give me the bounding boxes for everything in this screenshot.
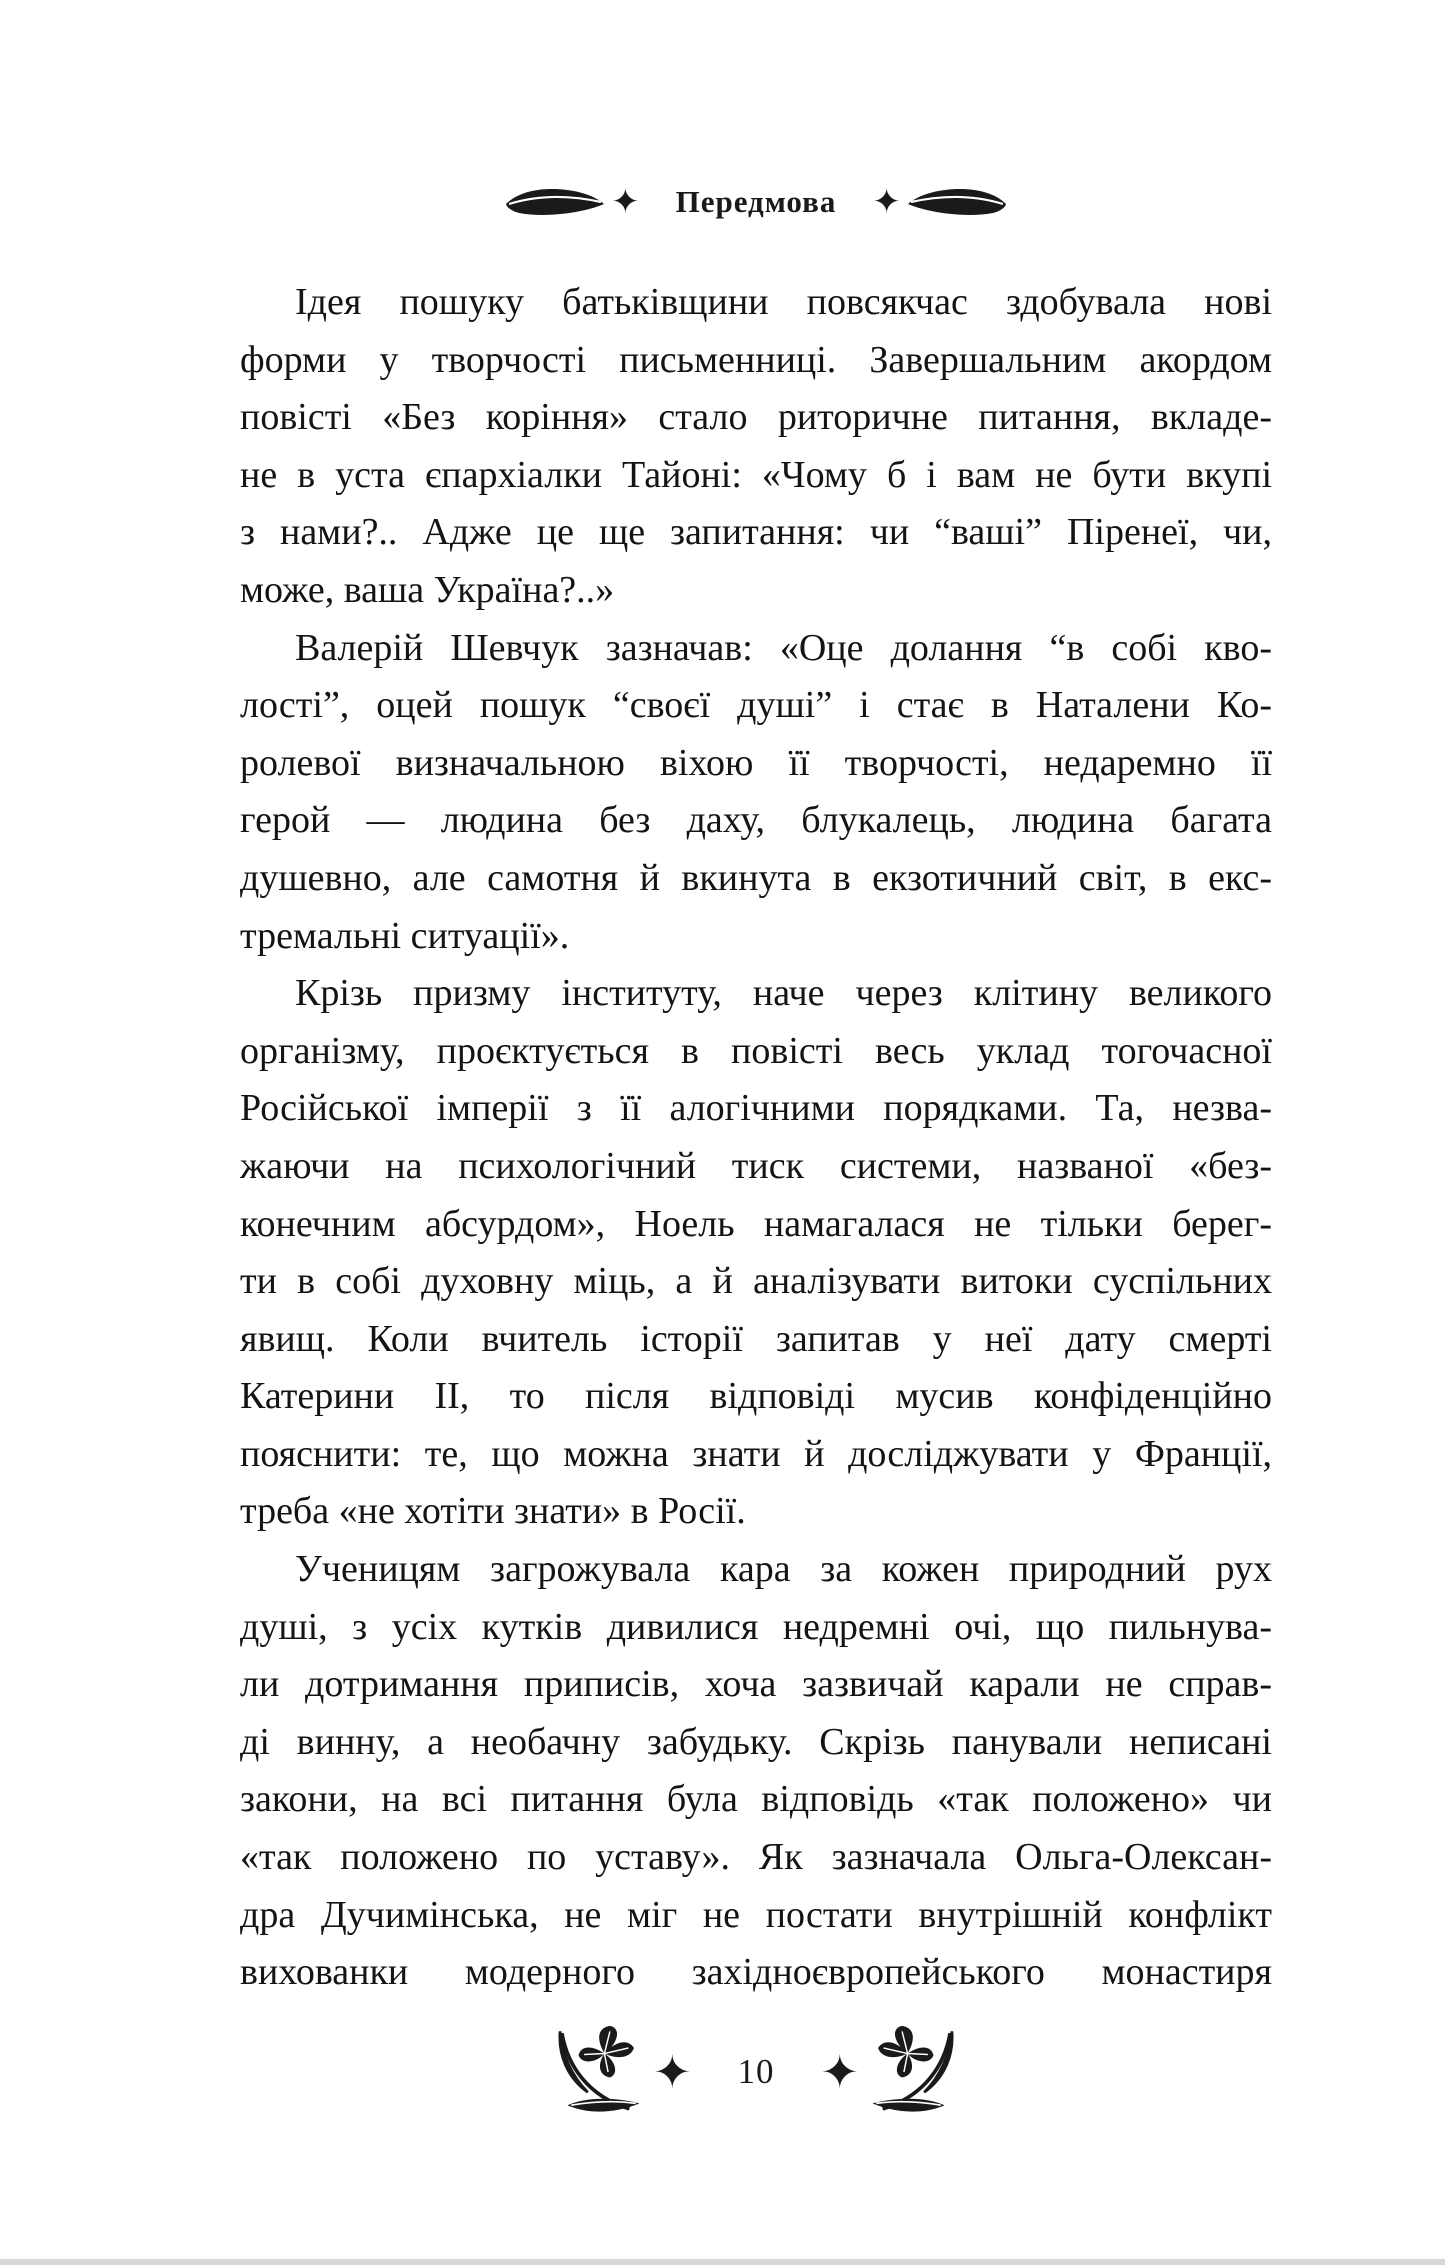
text-line: ли дотримання приписів, хоча зазвичай карали не справ- bbox=[240, 1663, 1272, 1706]
text-line: закони, на всі питання була відповідь «так положено» чи bbox=[240, 1778, 1272, 1821]
text-line: Крізь призму інституту, наче через клітину великого bbox=[295, 972, 1272, 1015]
text-line: Ученицям загрожувала кара за кожен природний рух bbox=[295, 1548, 1272, 1591]
text-line: організму, проєктується в повісті весь уклад тогочасної bbox=[240, 1029, 1272, 1072]
flower-ornament-left-icon bbox=[549, 2024, 645, 2120]
text-line: Валерій Шевчук зазначав: «Оце долання “в собі кво- bbox=[295, 626, 1272, 669]
diamond-ornament-icon: ✦ bbox=[652, 2045, 692, 2099]
page-edge-shadow bbox=[0, 2259, 1445, 2265]
text-line: душевно, але самотня й вкинута в екзотичний світ, в екс- bbox=[240, 856, 1272, 899]
text-line: з нами?.. Адже це ще запитання: чи “ваші” Піренеї, чи, bbox=[240, 511, 1272, 554]
text-line: форми у творчості письменниці. Завершальним акордом bbox=[240, 338, 1272, 381]
text-line: Російської імперії з її алогічними порядками. Та, незва- bbox=[240, 1087, 1272, 1130]
text-line: може, ваша Україна?..» bbox=[240, 568, 615, 611]
text-line: дра Дучимінська, не міг не постати внутрішній конфлікт bbox=[240, 1893, 1272, 1936]
diamond-ornament-icon: ✦ bbox=[820, 2045, 860, 2099]
chapter-header bbox=[240, 178, 1272, 226]
text-line: Ідея пошуку батьківщини повсякчас здобувала нові bbox=[295, 281, 1272, 323]
text-line: душі, з усіх кутків дивилися недремні очі, що пильнува- bbox=[240, 1605, 1272, 1648]
leaf-ornament-left-icon bbox=[505, 187, 605, 217]
text-line: герой — людина без даху, блукалець, людина багата bbox=[240, 799, 1272, 842]
text-line: треба «не хотіти знати» в Росії. bbox=[240, 1490, 746, 1533]
diamond-ornament-icon: ✦ bbox=[872, 182, 901, 222]
text-line: «так положено по уставу». Як зазначала Ольга-Олексан- bbox=[240, 1836, 1272, 1879]
text-line: конечним абсурдом», Ноель намагалася не тільки берег- bbox=[240, 1202, 1272, 1245]
diamond-ornament-icon: ✦ bbox=[611, 182, 640, 222]
text-line: не в уста єпархіалки Тайоні: «Чому б і вам не бути вкупі bbox=[240, 453, 1272, 496]
page-title: Передмова bbox=[675, 184, 837, 219]
text-line: вихованки модерного західноєвропейського монастиря bbox=[240, 1951, 1272, 1994]
text-line: пояснити: те, що можна знати й досліджувати у Франції, bbox=[240, 1432, 1272, 1475]
flower-ornament-right-icon bbox=[867, 2024, 963, 2120]
text-line: тремальні ситуації». bbox=[240, 914, 570, 957]
text-line: Катерини II, то після відповіді мусив конфіденційно bbox=[240, 1375, 1272, 1418]
text-line: лості”, оцей пошук “своєї душі” і стає в Наталени Ко- bbox=[240, 684, 1272, 727]
text-line: ти в собі духовну міць, а й аналізувати витоки суспільних bbox=[240, 1260, 1272, 1303]
page-number: 10 bbox=[737, 2052, 775, 2091]
text-line: ді винну, а необачну забудьку. Скрізь панували неписані bbox=[240, 1720, 1272, 1763]
text-line: жаючи на психологічний тиск системи, названої «без- bbox=[240, 1144, 1272, 1187]
text-line: повісті «Без коріння» стало риторичне питання, вкладе- bbox=[240, 396, 1272, 439]
text-line: явищ. Коли вчитель історії запитав у неї дату смерті bbox=[240, 1317, 1272, 1360]
body-text bbox=[240, 274, 1272, 2002]
text-line: ролевої визначальною віхою її творчості, недаремно її bbox=[240, 741, 1272, 784]
leaf-ornament-right-icon bbox=[907, 187, 1007, 217]
page-footer bbox=[240, 2022, 1272, 2122]
